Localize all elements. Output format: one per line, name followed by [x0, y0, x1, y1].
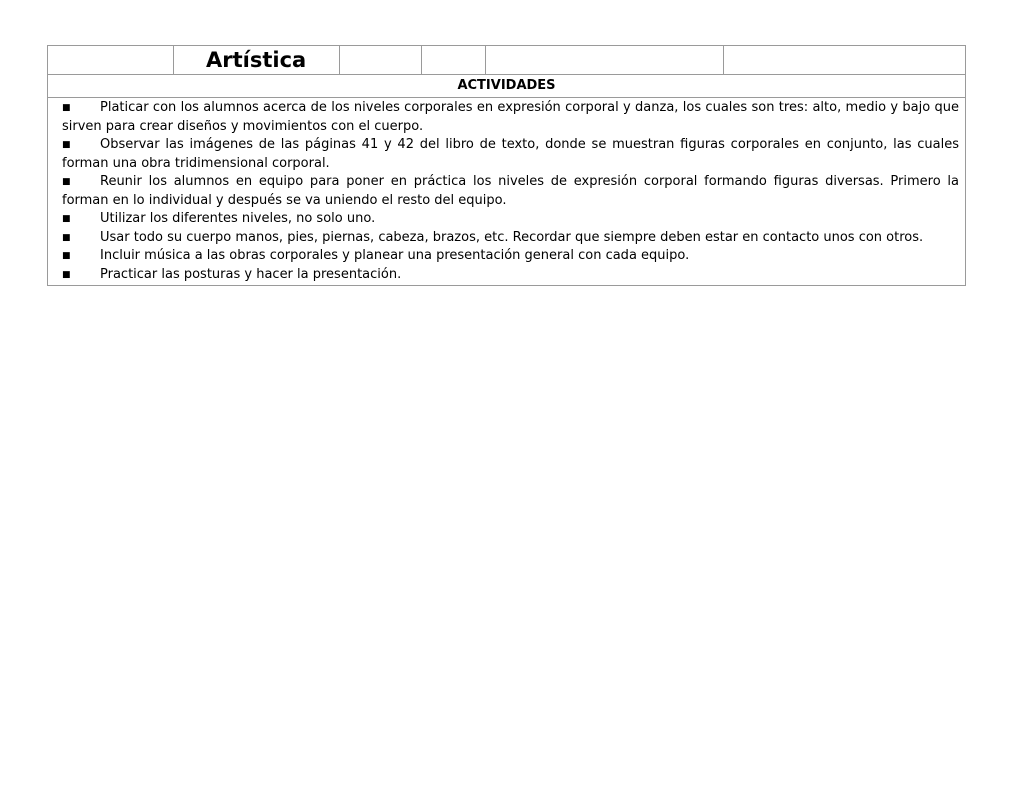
bullet-icon: ■	[62, 214, 71, 224]
header-row	[48, 46, 966, 75]
list-item	[62, 247, 959, 266]
activity-text: Observar las imágenes de las páginas 41 y 42 del libro de texto, donde se muestran figuras corporales en conjunto, las cuales forman una obra tridimensional corporal.	[62, 137, 959, 171]
subject-title: Artística	[174, 46, 340, 75]
bullet-icon: ■	[62, 251, 71, 261]
activities-row	[48, 98, 966, 286]
bullet-icon: ■	[62, 177, 71, 187]
activity-text: Reunir los alumnos en equipo para poner en práctica los niveles de expresión corporal formando figuras diversas. Primero la forman en lo individual y después se va uniendo el resto del equipo.	[62, 174, 959, 208]
activity-text: Incluir música a las obras corporales y planear una presentación general con cada equipo.	[100, 248, 690, 263]
header-cell-empty-1	[48, 46, 174, 75]
bullet-icon: ■	[62, 140, 71, 150]
bullet-icon: ■	[62, 269, 71, 280]
list-item	[62, 99, 959, 136]
header-cell-empty-2	[340, 46, 422, 75]
lesson-plan-table	[47, 45, 966, 286]
header-cell-empty-4	[486, 46, 724, 75]
activity-text: Usar todo su cuerpo manos, pies, piernas, cabeza, brazos, etc. Recordar que siempre deben estar en contacto unos con otros.	[100, 229, 924, 245]
bullet-icon: ■	[62, 232, 71, 243]
header-cell-empty-3	[422, 46, 486, 75]
list-item	[62, 229, 959, 248]
section-title: ACTIVIDADES	[48, 75, 966, 98]
bullet-icon: ■	[62, 103, 71, 113]
list-item	[62, 266, 959, 285]
activity-text: Utilizar los diferentes niveles, no solo uno.	[100, 211, 376, 226]
list-item	[62, 136, 959, 173]
activity-text: Practicar las posturas y hacer la presentación.	[100, 266, 402, 282]
activity-text: Platicar con los alumnos acerca de los niveles corporales en expresión corporal y danza, los cuales son tres: alto, medio y bajo que sirven para crear diseños y movimientos con el cuerpo.	[62, 100, 959, 134]
section-row	[48, 75, 966, 98]
list-item	[62, 210, 959, 229]
list-item	[62, 173, 959, 210]
header-cell-empty-5	[724, 46, 966, 75]
activities-list	[48, 98, 966, 286]
